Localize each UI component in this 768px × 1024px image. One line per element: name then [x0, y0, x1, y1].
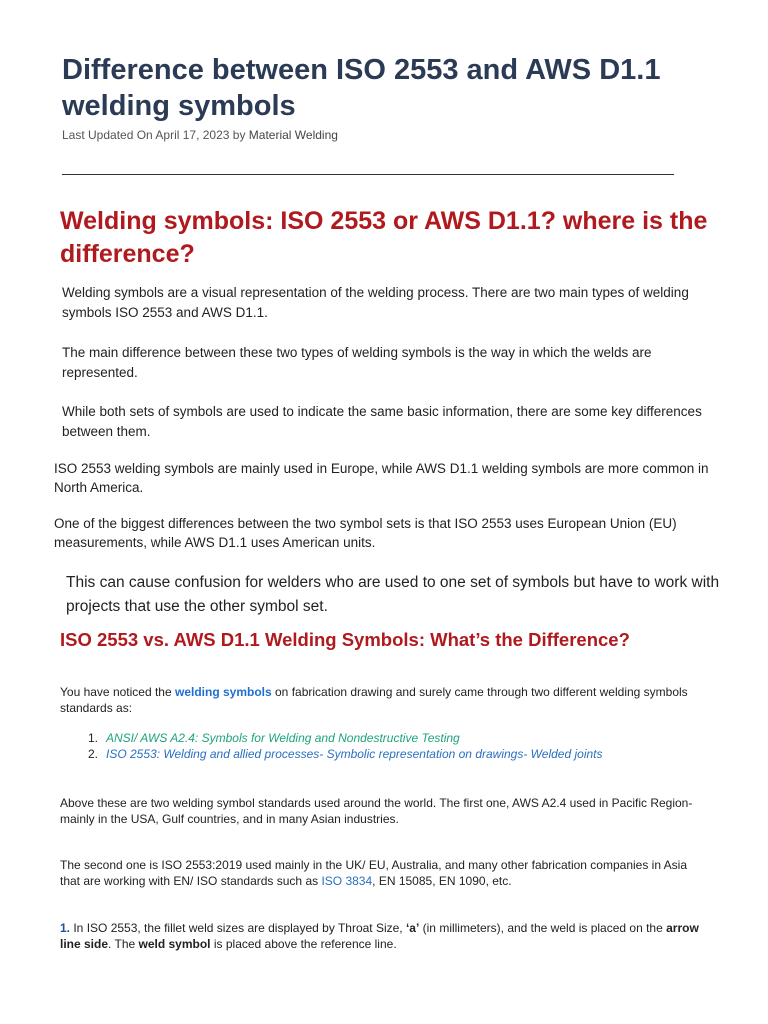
- paragraph-intro: Welding symbols are a visual representation of the welding process. There are two main types of welding symbols ISO 2553 and AWS D1.1.: [62, 285, 689, 320]
- welding-symbols-link[interactable]: welding symbols: [174, 685, 272, 699]
- point-text-4: is placed above the reference line.: [210, 937, 397, 951]
- list-link-aws[interactable]: ANSI/ AWS A2.4: Symbols for Welding and Nondestructive Testing: [106, 731, 460, 745]
- paragraph-point-1: [60, 920, 700, 952]
- paragraph-key-differences: While both sets of symbols are used to indicate the same basic information, there are some key differences between them.: [62, 404, 702, 439]
- list-link-iso[interactable]: ISO 2553: Welding and allied processes- Symbolic representation on drawings- Welded joints: [106, 747, 603, 761]
- list-item: [88, 746, 688, 762]
- meta-updated: Last Updated On April 17, 2023 by: [62, 128, 249, 142]
- intro-text-before: You have noticed the: [60, 685, 175, 699]
- meta-author-link[interactable]: Material Welding: [248, 128, 338, 142]
- point-text-3: . The: [108, 937, 139, 951]
- point-text-1: In ISO 2553, the fillet weld sizes are displayed by Throat Size,: [70, 921, 406, 935]
- standards-list: [88, 730, 688, 762]
- title-divider: [62, 174, 674, 175]
- iso-usage-text-before: The second one is ISO 2553:2019 used mainly in the UK/ EU, Australia, and many other fabrication companies in Asia that are working with EN/ ISO standards such as: [60, 858, 688, 888]
- section-heading-vs: ISO 2553 vs. AWS D1.1 Welding Symbols: What’s the Difference?: [60, 629, 630, 650]
- point-bold-1: ‘a’: [405, 921, 420, 935]
- article-meta: [62, 128, 338, 142]
- point-bold-2: arrow line side: [60, 921, 699, 951]
- iso-usage-text-after: , EN 15085, EN 1090, etc.: [372, 874, 512, 888]
- list-number: 2.: [88, 747, 99, 761]
- point-text-2: (in millimeters), and the weld is placed on the: [419, 921, 667, 935]
- paragraph-main-difference: The main difference between these two types of welding symbols is the way in which the welds are represented.: [62, 345, 652, 380]
- paragraph-iso-usage: [60, 857, 700, 889]
- intro-text-after: on fabrication drawing and surely came through two different welding symbols standards as:: [60, 685, 688, 715]
- list-item: [88, 730, 688, 746]
- paragraph-confusion: This can cause confusion for welders who are used to one set of symbols but have to work with projects that use the other symbol set.: [66, 574, 720, 615]
- article-title: Difference between ISO 2553 and AWS D1.1 welding symbols: [62, 54, 661, 122]
- paragraph-standards-usage: Above these are two welding symbol standards used around the world. The first one, AWS A2.4 used in Pacific Region- mainly in the USA, Gulf countries, and in many Asian industries.: [60, 796, 693, 826]
- list-number: 1.: [88, 731, 99, 745]
- iso-3834-link[interactable]: ISO 3834: [321, 874, 373, 888]
- section-heading-difference: Welding symbols: ISO 2553 or AWS D1.1? where is the difference?: [60, 207, 708, 268]
- paragraph-measurements: One of the biggest differences between the two symbol sets is that ISO 2553 uses European Union (EU) measurements, while AWS D1.1 uses American units.: [54, 516, 677, 550]
- paragraph-standards-intro: [60, 684, 700, 716]
- point-number: 1.: [60, 921, 71, 935]
- paragraph-regions: ISO 2553 welding symbols are mainly used in Europe, while AWS D1.1 welding symbols are more common in North America.: [54, 461, 709, 495]
- point-bold-3: weld symbol: [138, 937, 211, 951]
